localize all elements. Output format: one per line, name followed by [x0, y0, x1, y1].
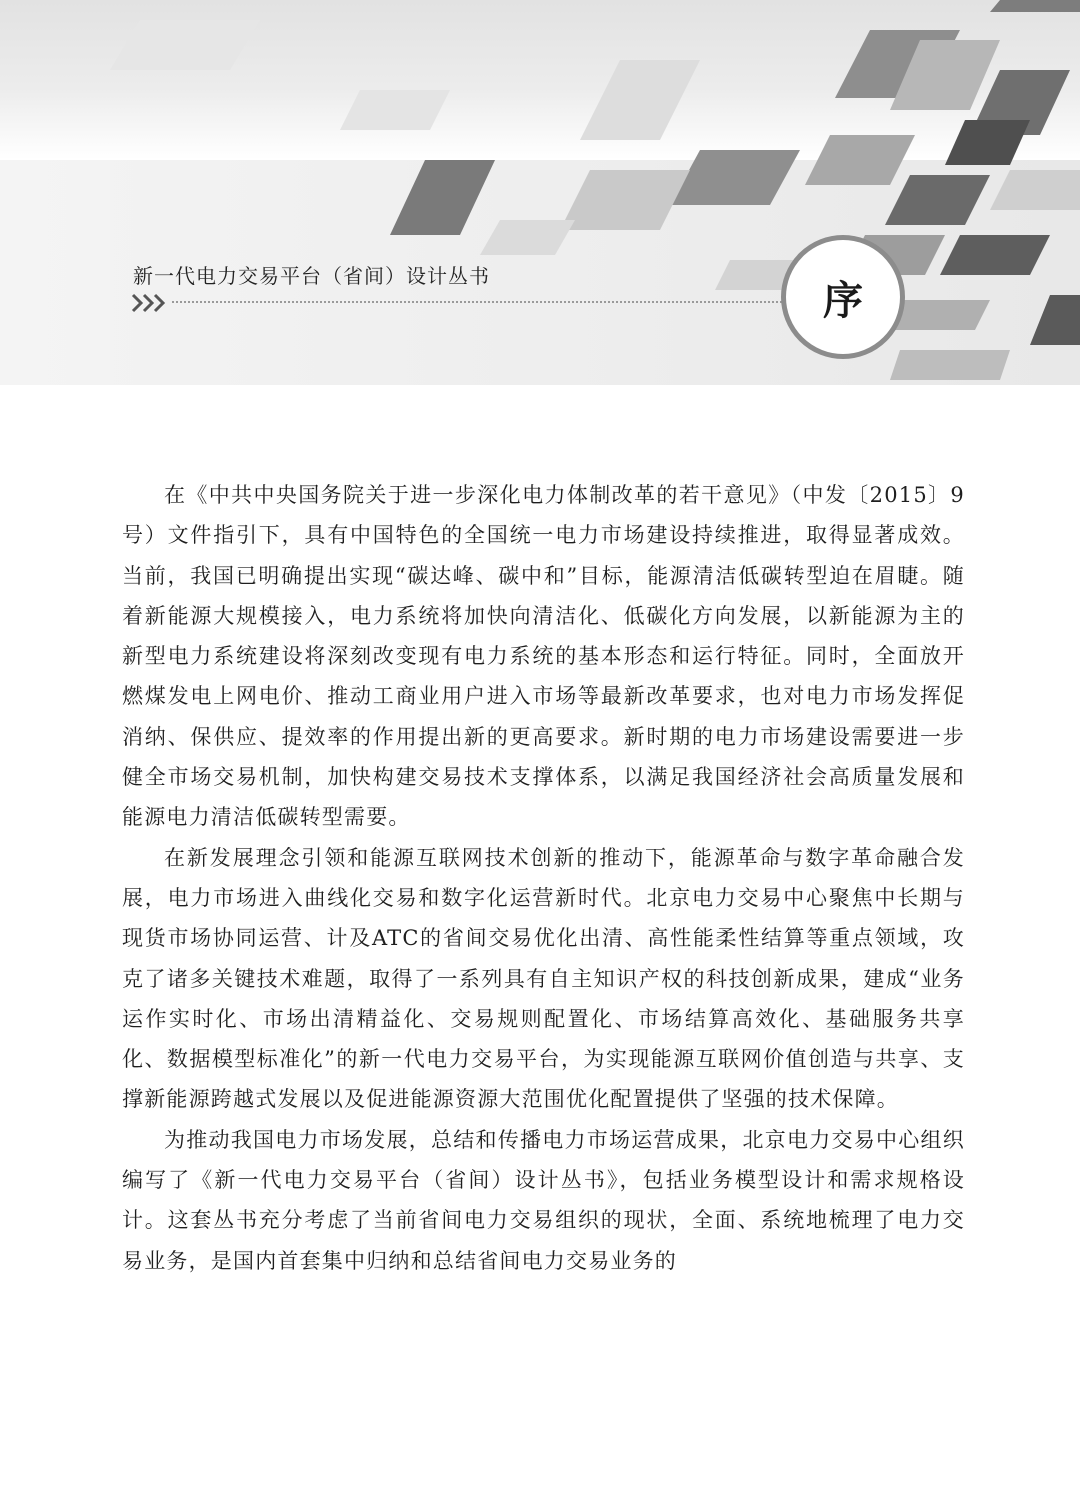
body-text [122, 475, 965, 1281]
header-graphic [0, 0, 1080, 385]
section-seal [781, 235, 905, 359]
paragraph-3: 为推动我国电力市场发展，总结和传播电力市场运营成果，北京电力交易中心组织编写了《新一代电力交易平台（省间）设计丛书》，包括业务模型设计和需求规格设计。这套丛书充分考虑了当前省间电力交易组织的现状，全面、系统地梳理了电力交易业务，是国内首套集中归纳和总结省间电力交易业务的 [122, 1127, 965, 1273]
paragraph-2: 在新发展理念引领和能源互联网技术创新的推动下，能源革命与数字革命融合发展，电力市场进入曲线化交易和数字化运营新时代。北京电力交易中心聚焦中长期与现货市场协同运营、计及ATC的省间交易优化出清、高性能柔性结算等重点领域，攻克了诸多关键技术难题，取得了一系列具有自主知识产权的科技创新成果，建成“业务运作实时化、市场出清精益化、交易规则配置化、市场结算高效化、基础服务共享化、数据模型标准化”的新一代电力交易平台，为实现能源互联网价值创造与共享、支撑新能源跨越式发展以及促进能源资源大范围优化配置提供了坚强的技术保障。 [122, 845, 965, 1112]
paragraph-1: 在《中共中央国务院关于进一步深化电力体制改革的若干意见》（中发〔2015〕9号）文件指引下，具有中国特色的全国统一电力市场建设持续推进，取得显著成效。当前，我国已明确提出实现“碳达峰、碳中和”目标，能源清洁低碳转型迫在眉睫。随着新能源大规模接入，电力系统将加快向清洁化、低碳化方向发展，以新能源为主的新型电力系统建设将深刻改变现有电力系统的基本形态和运行特征。同时，全面放开燃煤发电上网电价、推动工商业用户进入市场等最新改革要求，也对电力市场发挥促消纳、保供应、提效率的作用提出新的更高要求。新时期的电力市场建设需要进一步健全市场交易机制，加快构建交易技术支撑体系，以满足我国经济社会高质量发展和能源电力清洁低碳转型需要。 [122, 483, 965, 830]
section-title: 序 [823, 276, 863, 324]
series-title: 新一代电力交易平台（省间）设计丛书 [133, 264, 490, 288]
chevron-right-icon [131, 291, 167, 315]
dotted-divider [172, 301, 782, 303]
